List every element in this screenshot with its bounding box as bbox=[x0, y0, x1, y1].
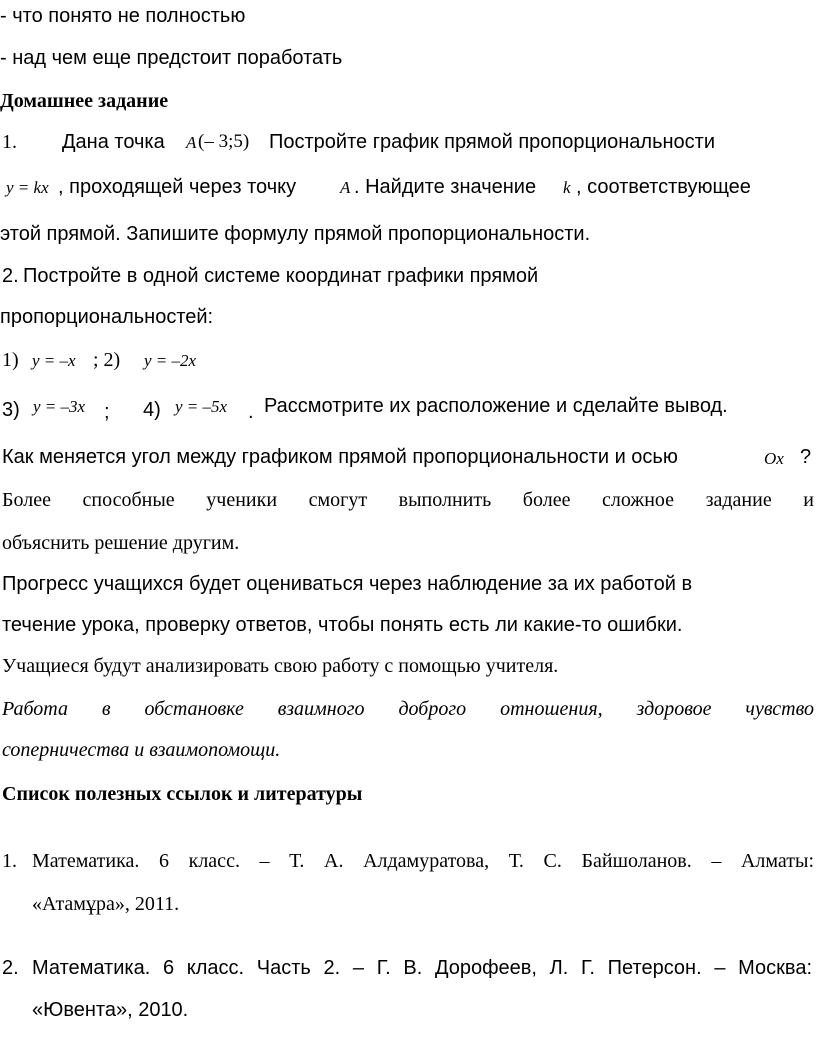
task1-text-d: . Найдите значение bbox=[354, 176, 537, 198]
task1-text-b: Постройте график прямой пропорциональности bbox=[269, 131, 715, 153]
item1-formula: y = –x bbox=[32, 351, 76, 370]
reference-2-line-2: «Ювента», 2010. bbox=[32, 999, 189, 1021]
reference-1-line-2: «Атамұра», 2011. bbox=[32, 893, 180, 915]
item4-formula: y = –5x bbox=[175, 397, 228, 416]
item1-number: 1) bbox=[2, 349, 19, 371]
item3-number: 3) bbox=[2, 399, 20, 421]
task1-text-e: , соответствующее bbox=[576, 176, 751, 198]
homework-heading: Домашнее задание bbox=[0, 90, 169, 112]
item2-separator: ; 2) bbox=[93, 349, 121, 371]
task1-number: 1. bbox=[2, 131, 17, 153]
task2-question: Как меняется угол между графиком прямой пропорциональности и осью bbox=[2, 446, 678, 468]
reference-1-number: 1. bbox=[2, 850, 17, 872]
reference-2-number: 2. bbox=[2, 957, 19, 979]
item4-number: 4) bbox=[143, 399, 161, 421]
progress-line-1: Прогресс учащихся будет оцениваться через наблюдение за их работой в bbox=[2, 573, 693, 595]
able-students-line-2: объяснить решение другим. bbox=[2, 532, 240, 554]
task2-qmark: ? bbox=[800, 446, 812, 468]
task1-point: A bbox=[186, 133, 197, 152]
task1-k: k bbox=[563, 178, 571, 197]
reference-2-line-1: Математика. 6 класс. Часть 2. – Г. В. Дорофеев, Л. Г. Петерсон. – Москва: bbox=[32, 957, 812, 979]
intro-line-1: - что понято не полностью bbox=[0, 5, 246, 27]
intro-line-2: - над чем еще предстоит поработать bbox=[0, 47, 343, 69]
atmosphere-line-2: соперничества и взаимопомощи. bbox=[2, 739, 281, 761]
task2-line-2: пропорциональностей: bbox=[0, 306, 214, 328]
task1-coords: (– 3;5) bbox=[198, 131, 250, 152]
reference-1-line-1: Математика. 6 класс. – Т. А. Алдамуратова, Т. С. Байшоланов. – Алматы: bbox=[32, 850, 814, 872]
atmosphere-line-1: Работа в обстановке взаимного доброго отношения, здоровое чувство bbox=[2, 698, 814, 720]
item2-formula: y = –2x bbox=[144, 351, 197, 370]
item3-semicolon: ; bbox=[104, 401, 110, 423]
task1-point-2: A bbox=[340, 178, 351, 197]
item4-dot: . bbox=[248, 401, 254, 423]
task2-axis: Ox bbox=[764, 449, 784, 468]
task1-text-c: , проходящей через точку bbox=[58, 176, 297, 198]
able-students-line-1: Более способные ученики смогут выполнить более сложное задание и bbox=[2, 489, 814, 511]
progress-line-3: Учащиеся будут анализировать свою работу с помощью учителя. bbox=[2, 655, 559, 677]
task1-text-a: Дана точка bbox=[62, 131, 165, 153]
item3-formula: y = –3x bbox=[33, 397, 86, 416]
task1-line-3: этой прямой. Запишите формулу прямой пропорциональности. bbox=[0, 223, 591, 245]
task2-number: 2. bbox=[2, 265, 19, 287]
progress-line-2: течение урока, проверку ответов, чтобы понять есть ли какие-то ошибки. bbox=[2, 614, 683, 636]
task2-text-c: Рассмотрите их расположение и сделайте вывод. bbox=[264, 395, 728, 417]
task2-text-a: Постройте в одной системе координат графики прямой bbox=[23, 265, 539, 287]
task1-formula: y = kx bbox=[6, 178, 49, 197]
references-heading: Список полезных ссылок и литературы bbox=[2, 783, 363, 805]
